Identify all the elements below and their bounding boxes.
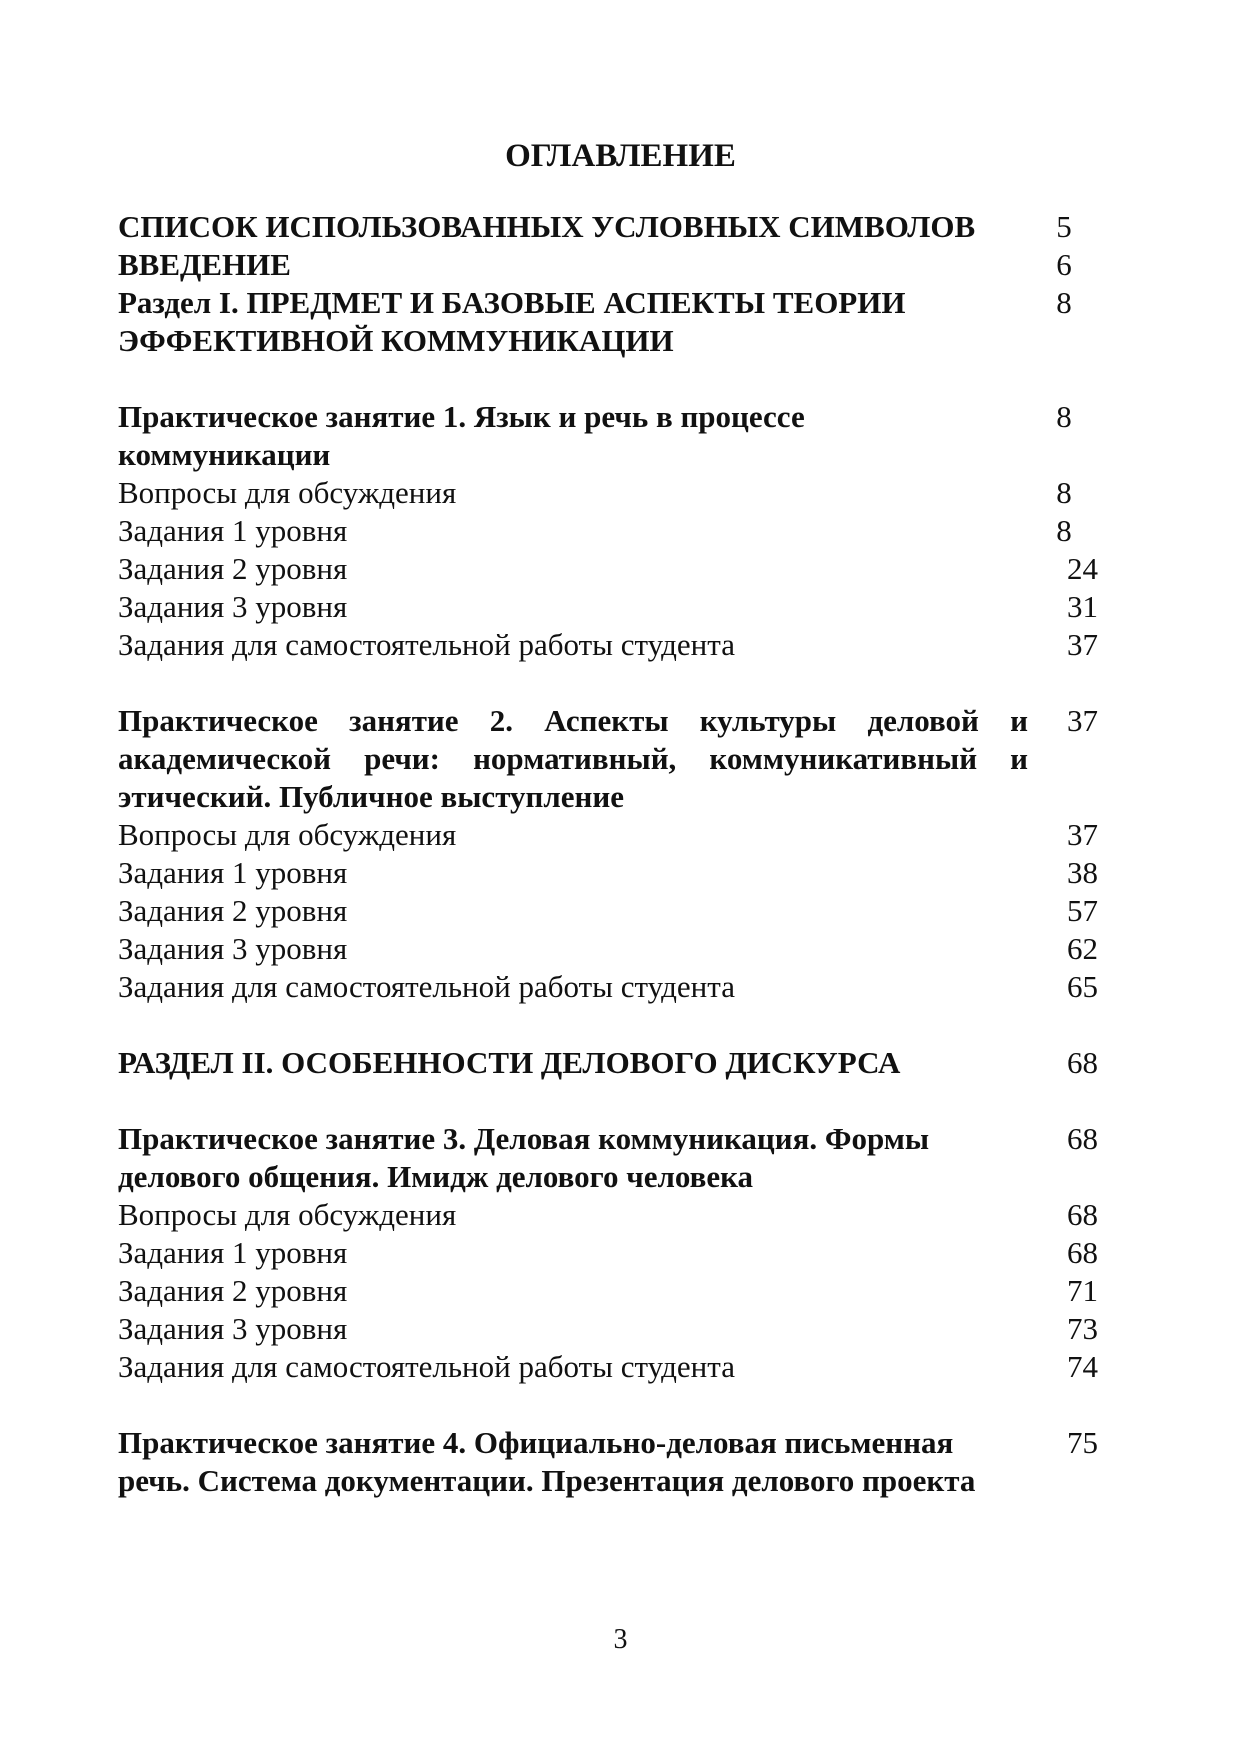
toc-entry-title: Практическое занятие 4. Официально-деловая письменная речь. Система документации. Презентация делового проекта — [118, 1425, 976, 1498]
toc-entry-title: Задания 2 уровня — [118, 1273, 348, 1308]
page-number: 3 — [613, 1624, 628, 1655]
toc-entry-title: Вопросы для обсуждения — [118, 475, 457, 510]
toc-entry-page: 75 — [1067, 1425, 1098, 1460]
toc-entry-subitem[interactable] — [118, 816, 1098, 854]
toc-entry-subitem[interactable] — [118, 1234, 1098, 1272]
toc-entry-page: 5 — [1056, 209, 1072, 244]
toc-entry-subitem[interactable] — [118, 474, 1098, 512]
toc-entry-page: 68 — [1067, 1197, 1098, 1232]
toc-entry-subitem[interactable] — [118, 854, 1098, 892]
toc-entry-title: Практическое занятие 1. Язык и речь в процессе коммуникации — [118, 399, 805, 472]
toc-entry-title: Задания для самостоятельной работы студента — [118, 969, 735, 1004]
toc-entry-title: Задания 1 уровня — [118, 1235, 348, 1270]
toc-entry-page: 37 — [1067, 627, 1098, 662]
toc-entry-title: Задания 3 уровня — [118, 1311, 348, 1346]
toc-entry-page: 8 — [1056, 399, 1072, 434]
toc-entry-page: 74 — [1067, 1349, 1098, 1384]
toc-entry-practice-2[interactable] — [118, 702, 1098, 816]
toc-entry-subitem[interactable] — [118, 1348, 1098, 1386]
toc-entry-subitem[interactable] — [118, 626, 1098, 664]
toc-entry-page: 68 — [1067, 1121, 1098, 1156]
toc-entry-page: 57 — [1067, 893, 1098, 928]
toc-entry-page: 31 — [1067, 589, 1098, 624]
table-of-contents — [118, 208, 1098, 1500]
toc-entry-title: Задания для самостоятельной работы студента — [118, 1349, 735, 1384]
toc-entry-title: Задания 2 уровня — [118, 893, 348, 928]
toc-entry-title: Задания 1 уровня — [118, 855, 348, 890]
toc-entry-page: 71 — [1067, 1273, 1098, 1308]
toc-entry-page: 24 — [1067, 551, 1098, 586]
toc-entry-title: Задания 2 уровня — [118, 551, 348, 586]
toc-entry-title: Раздел I. ПРЕДМЕТ И БАЗОВЫЕ АСПЕКТЫ ТЕОРИИ ЭФФЕКТИВНОЙ КОММУНИКАЦИИ — [118, 285, 906, 358]
toc-entry-title: РАЗДЕЛ II. ОСОБЕННОСТИ ДЕЛОВОГО ДИСКУРСА — [118, 1045, 901, 1080]
page-title: ОГЛАВЛЕНИЕ — [505, 138, 736, 174]
toc-entry-section-2[interactable] — [118, 1044, 1098, 1082]
toc-entry-subitem[interactable] — [118, 1196, 1098, 1234]
toc-entry-symbols[interactable] — [118, 208, 1098, 246]
toc-entry-page: 62 — [1067, 931, 1098, 966]
toc-entry-subitem[interactable] — [118, 892, 1098, 930]
toc-entry-page: 73 — [1067, 1311, 1098, 1346]
toc-entry-title: Практическое занятие 3. Деловая коммуникация. Формы делового общения. Имидж делового человека — [118, 1121, 930, 1194]
toc-entry-page: 8 — [1056, 513, 1072, 548]
toc-entry-introduction[interactable] — [118, 246, 1098, 284]
toc-entry-page: 37 — [1067, 703, 1098, 738]
toc-entry-title: Практическое занятие 2. Аспекты культуры деловой и академической речи: нормативный, коммуникативный и этический. Публичное выступление — [118, 703, 1028, 814]
toc-entry-subitem[interactable] — [118, 968, 1098, 1006]
toc-entry-page: 8 — [1056, 475, 1072, 510]
toc-entry-practice-4[interactable] — [118, 1424, 1098, 1500]
toc-entry-subitem[interactable] — [118, 930, 1098, 968]
toc-entry-title: Задания 1 уровня — [118, 513, 348, 548]
toc-entry-title: Вопросы для обсуждения — [118, 817, 457, 852]
toc-entry-title: Задания 3 уровня — [118, 931, 348, 966]
toc-entry-title: СПИСОК ИСПОЛЬЗОВАННЫХ УСЛОВНЫХ СИМВОЛОВ — [118, 209, 976, 244]
toc-entry-page: 38 — [1067, 855, 1098, 890]
toc-entry-page: 65 — [1067, 969, 1098, 1004]
toc-entry-subitem[interactable] — [118, 588, 1098, 626]
toc-entry-page: 8 — [1056, 285, 1072, 320]
toc-entry-subitem[interactable] — [118, 550, 1098, 588]
toc-entry-page: 6 — [1056, 247, 1072, 282]
toc-entry-practice-1[interactable] — [118, 398, 1098, 474]
toc-entry-section-1[interactable] — [118, 284, 1098, 360]
toc-entry-title: Задания для самостоятельной работы студента — [118, 627, 735, 662]
toc-entry-page: 37 — [1067, 817, 1098, 852]
toc-entry-page: 68 — [1067, 1235, 1098, 1270]
toc-entry-title: Вопросы для обсуждения — [118, 1197, 457, 1232]
toc-entry-subitem[interactable] — [118, 1272, 1098, 1310]
toc-entry-page: 68 — [1067, 1045, 1098, 1080]
toc-entry-practice-3[interactable] — [118, 1120, 1098, 1196]
toc-entry-subitem[interactable] — [118, 512, 1098, 550]
toc-entry-title: Задания 3 уровня — [118, 589, 348, 624]
toc-entry-subitem[interactable] — [118, 1310, 1098, 1348]
toc-entry-title: ВВЕДЕНИЕ — [118, 247, 291, 282]
